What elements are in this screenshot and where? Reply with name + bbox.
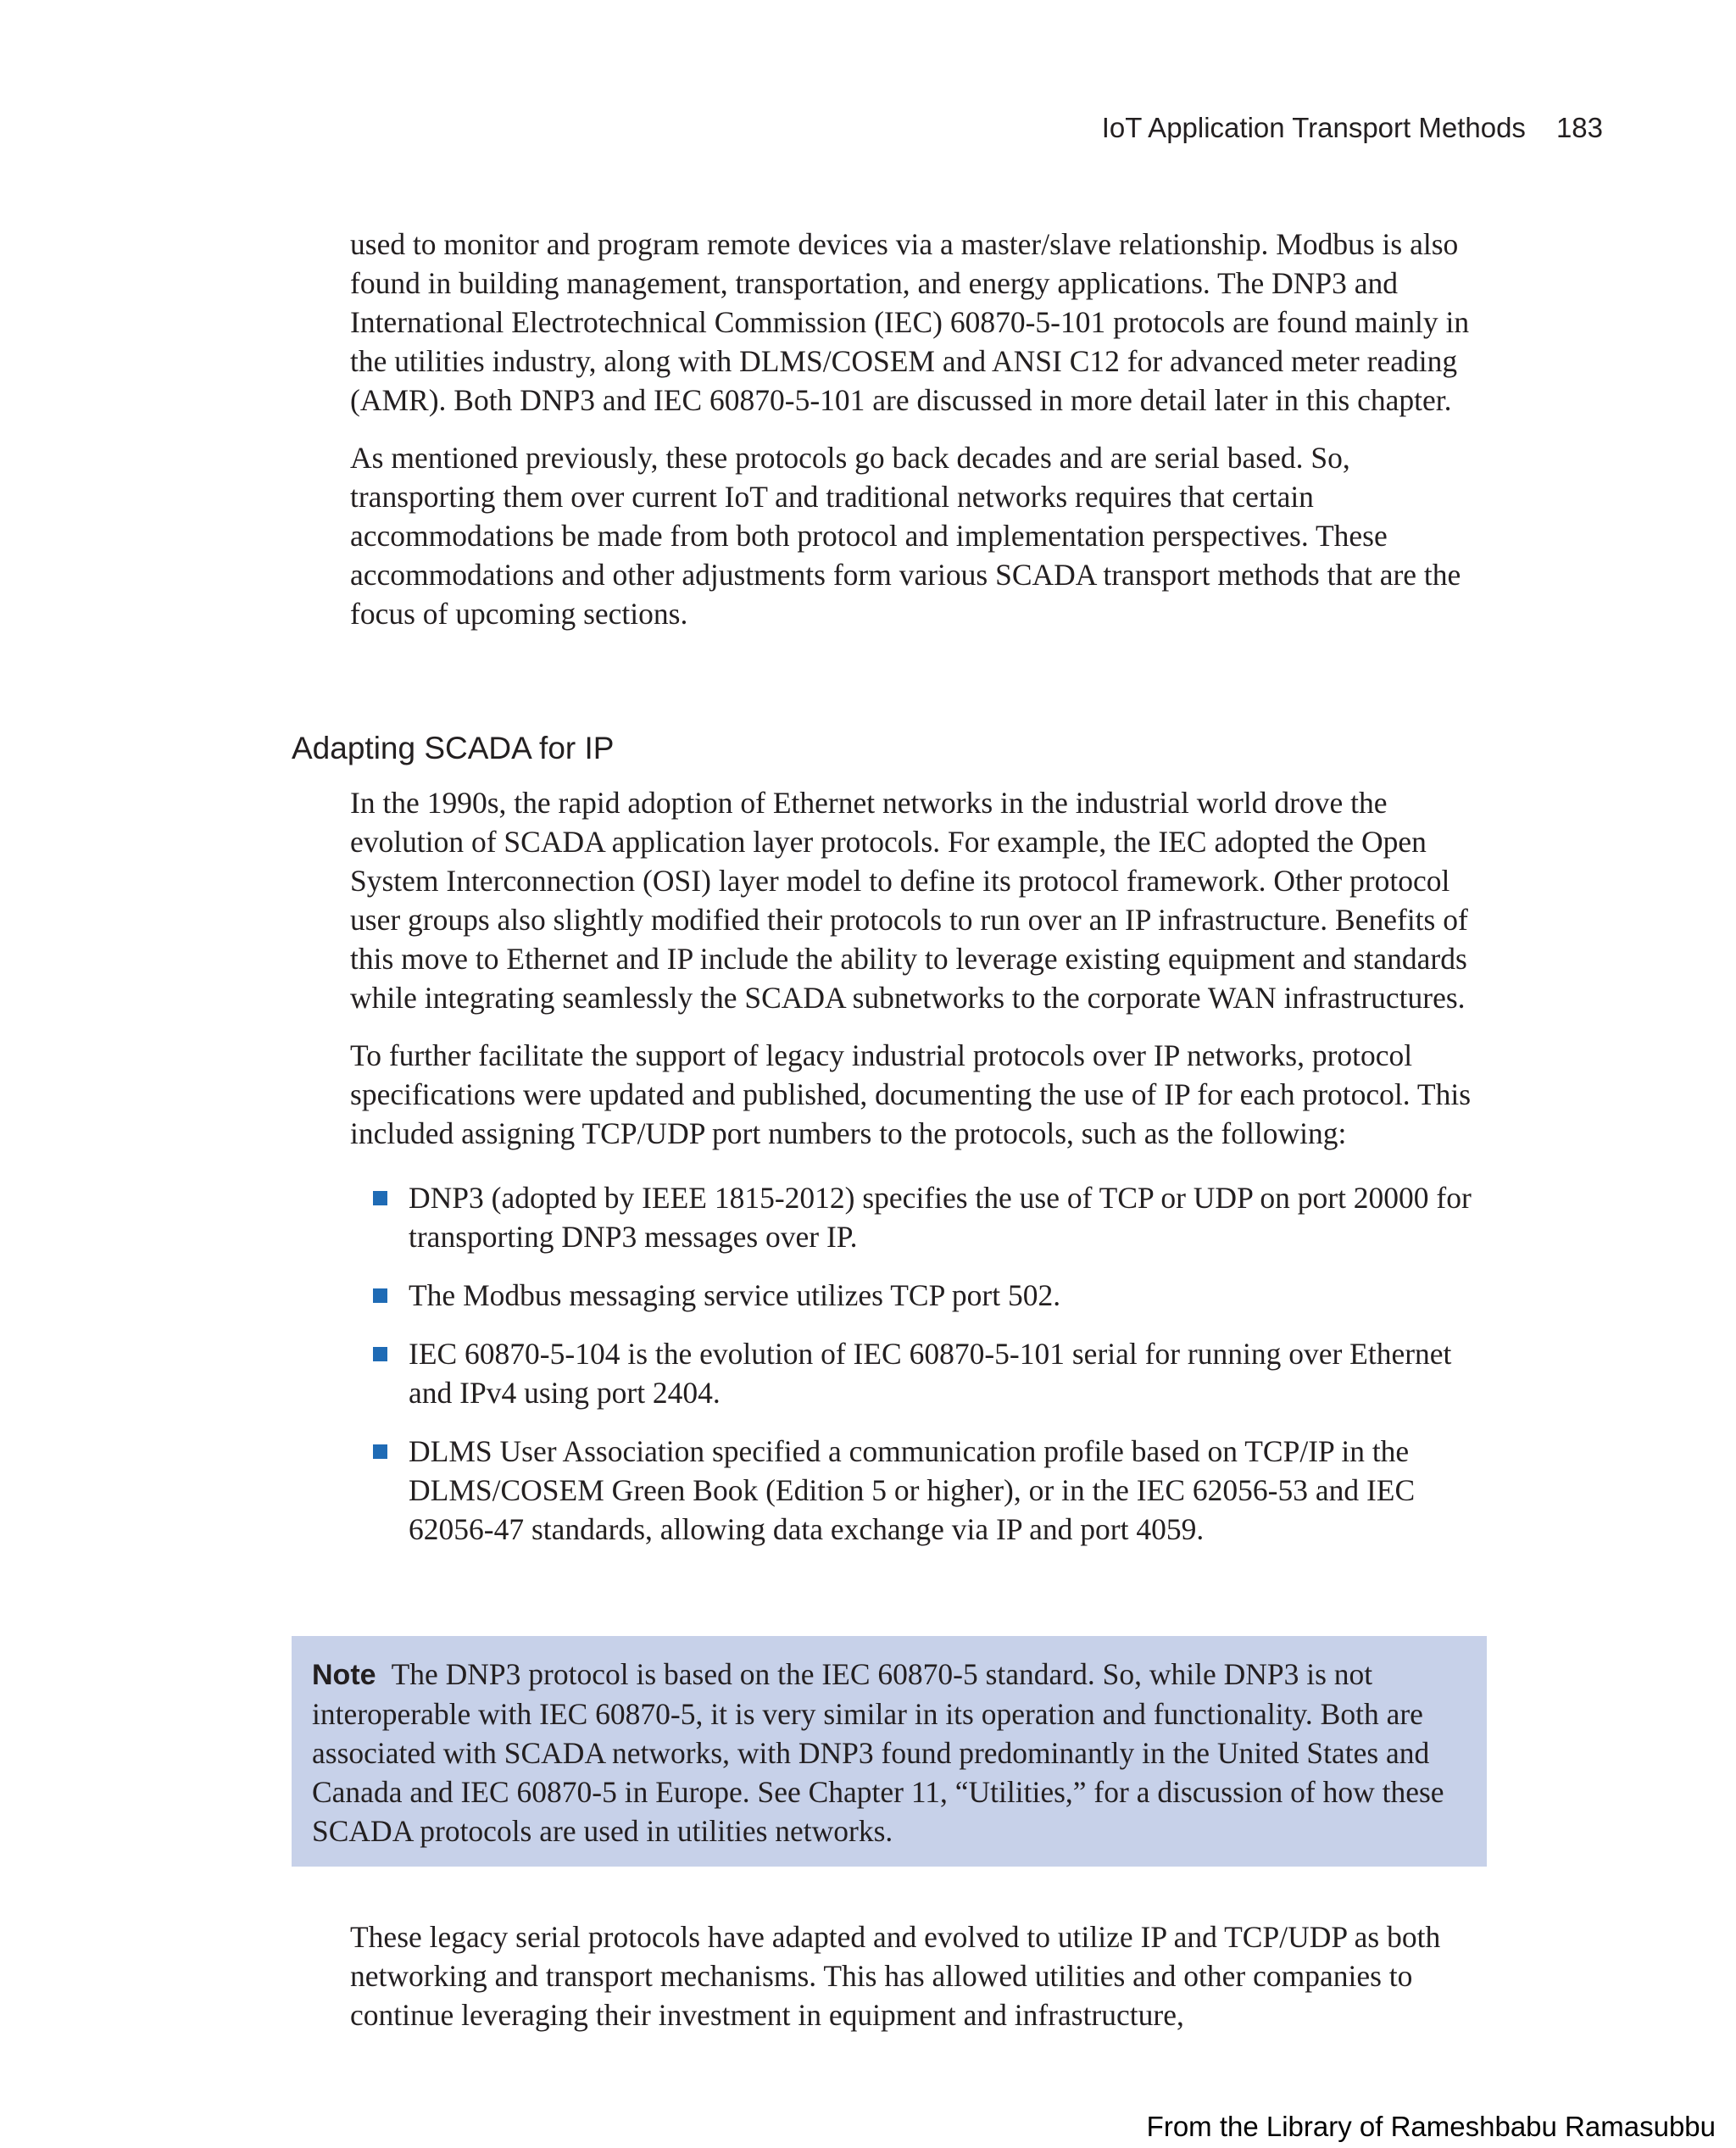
list-item-text: DLMS User Association specified a communication profile based on TCP/IP in the DLMS/COSEM Green Book (Edition 5 or higher), or in the IEC 62056-53 and IEC 62056-47 standards, allowing data exchange via IP and port 4059. [409,1434,1416,1546]
intro-paragraph: As mentioned previously, these protocols go back decades and are serial based. So, transporting them over current IoT and traditional networks requires that certain accommodations be made from both protocol and implementation perspectives. These accommodations and other adjustments form various SCADA transport methods that are the focus of upcoming sections. [350,441,1461,631]
section-body [350,783,1494,1568]
section-heading: Adapting SCADA for IP [292,731,615,765]
library-footer: From the Library of Rameshbabu Ramasubbu [1146,2111,1716,2142]
list-item [350,1334,1494,1412]
section-paragraph: In the 1990s, the rapid adoption of Ethernet networks in the industrial world drove the evolution of SCADA application layer protocols. For example, the IEC adopted the Open System Interconnection (OSI) layer model to define its protocol framework. Other protocol user groups also slightly modified their protocols to run over an IP infrastructure. Benefits of this move to Ethernet and IP include the ability to leverage existing equipment and standards while integrating seamlessly the SCADA subnetworks to the corporate WAN infrastructures. [350,786,1468,1015]
intro-paragraph: used to monitor and program remote devices via a master/slave relationship. Modbus is also found in building management, transportation, and energy applications. The DNP3 and International Electrotechnical Commission (IEC) 60870-5-101 protocols are found mainly in the utilities industry, along with DLMS/COSEM and ANSI C12 for advanced meter reading (AMR). Both DNP3 and IEC 60870-5-101 are discussed in more detail later in this chapter. [350,227,1470,417]
section-paragraph: To further facilitate the support of legacy industrial protocols over IP networks, protocol specifications were updated and published, documenting the use of IP for each protocol. This included assigning TCP/UDP port numbers to the protocols, such as the following: [350,1038,1472,1150]
running-header [1102,112,1603,144]
list-item-text: The Modbus messaging service utilizes TCP port 502. [409,1278,1061,1312]
closing-paragraph: These legacy serial protocols have adapted and evolved to utilize IP and TCP/UDP as both networking and transport mechanisms. This has allowed utilities and other companies to continue leveraging their investment in equipment and infrastructure, [350,1920,1441,2032]
running-header-title: IoT Application Transport Methods [1101,112,1526,143]
note-text: The DNP3 protocol is based on the IEC 60870-5 standard. So, while DNP3 is not interoperable with IEC 60870-5, it is very similar in its operation and functionality. Both are associated with SCADA networks, with DNP3 found predominantly in the United States and Canada and IEC 60870-5 in Europe. See Chapter 11, “Utilities,” for a discussion of how these SCADA protocols are used in utilities networks. [312,1657,1444,1848]
square-bullet-icon [373,1191,387,1205]
list-item [350,1276,1494,1315]
note-label: Note [312,1659,376,1691]
port-list [350,1178,1494,1549]
note-box [292,1636,1487,1867]
square-bullet-icon [373,1288,387,1303]
intro-block [350,225,1494,652]
closing-block [350,1917,1494,2053]
page-number: 183 [1555,112,1603,143]
list-item-text: IEC 60870-5-104 is the evolution of IEC 60870-5-101 serial for running over Ethernet and IPv4 using port 2404. [409,1337,1452,1410]
square-bullet-icon [373,1444,387,1459]
list-item-text: DNP3 (adopted by IEEE 1815-2012) specifies the use of TCP or UDP on port 20000 for transporting DNP3 messages over IP. [409,1181,1472,1254]
square-bullet-icon [373,1347,387,1361]
list-item [350,1178,1494,1256]
list-item [350,1432,1494,1549]
